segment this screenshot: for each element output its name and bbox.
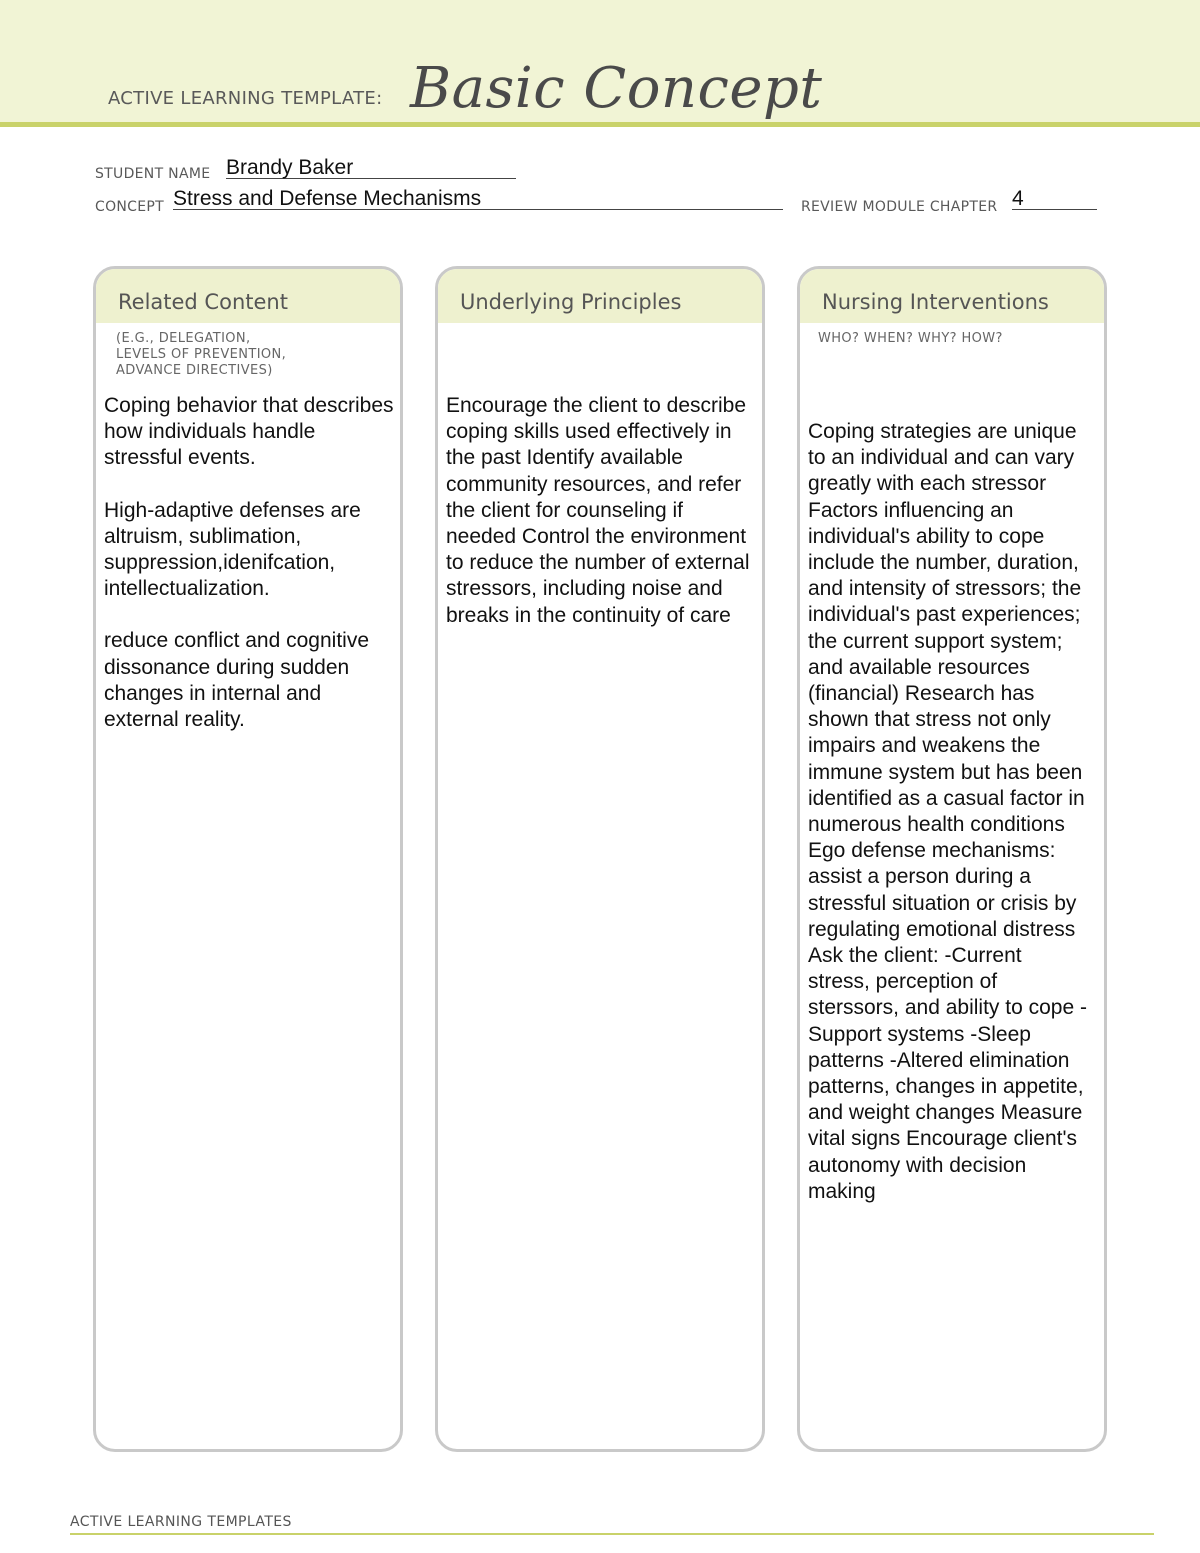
underlying-principles-text[interactable]: Encourage the client to describe coping skills used effectively in the past Identify available community resources, and refer the client for counseling if needed Control the environment to reduce the number of external stressors, including noise and breaks in the continuity of care: [446, 394, 750, 627]
review-module-chapter-field[interactable]: 4: [1012, 189, 1097, 210]
header-divider: [0, 122, 1200, 127]
footer-label: ACTIVE LEARNING TEMPLATES: [70, 1514, 292, 1530]
nursing-interventions-card: [797, 266, 1107, 1452]
card-header: [96, 269, 400, 323]
related-content-card: [93, 266, 403, 1452]
card-subtitle: (E.G., DELEGATION, LEVELS OF PREVENTION, ADVANCE DIRECTIVES): [116, 331, 287, 378]
card-title: Underlying Principles: [460, 290, 682, 314]
card-header: [438, 269, 762, 323]
card-header: [800, 269, 1104, 323]
review-module-chapter-label: REVIEW MODULE CHAPTER: [801, 199, 998, 215]
underlying-principles-card: [435, 266, 765, 1452]
nursing-interventions-text[interactable]: Coping strategies are unique to an individual and can vary greatly with each stressor Factors influencing an individual's ability to cope include the number, duration, and intensity of stressors; the individual's past experiences; the current support system; and available resources (financial) Research has shown that stress not only impairs and weakens the immune system but has been identified as a casual factor in numerous health conditions Ego defense mechanisms: assist a person during a stressful situation or crisis by regulating emotional distress Ask the client: -Current stress, perception of sterssors, and ability to cope -Support systems -Sleep patterns -Altered elimination patterns, changes in appetite, and weight changes Measure vital signs Encourage client's autonomy with decision making: [808, 420, 1087, 1203]
template-title: Basic Concept: [410, 56, 823, 121]
card-title: Related Content: [118, 290, 288, 314]
footer-divider: [70, 1533, 1154, 1535]
template-label: ACTIVE LEARNING TEMPLATE:: [108, 88, 383, 109]
concept-field[interactable]: Stress and Defense Mechanisms: [173, 189, 783, 210]
related-content-text[interactable]: Coping behavior that describes how individuals handle stressful events. High-adaptive defenses are altruism, sublimation, suppression,idenifcation, intellectualization. reduce conflict and cognitive dissonance during sudden changes in internal and external reality.: [104, 394, 394, 732]
student-name-label: STUDENT NAME: [95, 166, 211, 182]
concept-label: CONCEPT: [95, 199, 164, 215]
student-name-field[interactable]: Brandy Baker: [226, 158, 516, 179]
card-title: Nursing Interventions: [822, 290, 1049, 314]
card-subtitle: WHO? WHEN? WHY? HOW?: [818, 331, 1003, 346]
